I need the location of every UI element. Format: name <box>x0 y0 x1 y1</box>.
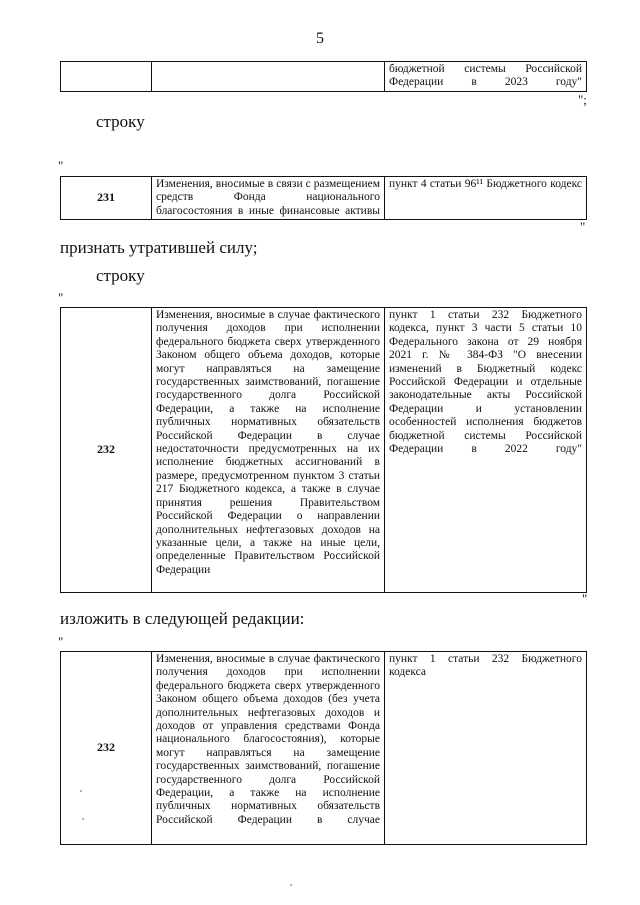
row-basis: пункт 1 статьи 232 Бюджетного кодекса <box>385 652 587 845</box>
instruction-text: изложить в следующей редакции: <box>60 609 305 628</box>
closing-quote: " <box>582 591 588 606</box>
row-number: 232 <box>61 652 152 845</box>
row-basis: пункт 4 статьи 96¹¹ Бюджетного кодекс <box>385 177 587 220</box>
closing-quote: " <box>580 219 586 234</box>
row-number: 232 <box>61 308 152 593</box>
scan-speck <box>80 790 82 792</box>
instruction-text: строку <box>96 112 145 131</box>
table-row <box>61 177 587 220</box>
instruction-text: строку <box>96 266 145 285</box>
opening-quote: " <box>58 634 64 649</box>
row-description: Изменения, вносимые в связи с размещением средств Фонда национального благосостояния в иные финансовые активы <box>152 177 385 220</box>
opening-quote: " <box>58 158 64 173</box>
table-cell-empty <box>61 62 152 92</box>
scan-speck <box>290 884 292 886</box>
table-cell-empty <box>152 62 385 92</box>
row-description: Изменения, вносимые в случае фактического получения доходов при исполнении федерального бюджета сверх утвержденного Законом общего объема доходов, которые могут направляться на замещение государственных заимствований, погашение государственного долга Российской Федерации, а также на исполнение публичных нормативных обязательств Российской Федерации в случае недостаточности предусмотренных на их исполнение бюджетных ассигнований в размере, предусмотренном пунктом 3 статьи 217 Бюджетного кодекса, а также в случае принятия решения Правительством Российской Федерации о направлении дополнительных нефтегазовых доходов на указанные цели, а также на иные цели, определенные Правительством Российской Федерации <box>152 308 385 593</box>
table-row <box>61 308 587 593</box>
table-231 <box>60 176 587 220</box>
row-basis: пункт 1 статьи 232 Бюджетного кодекса, пункт 3 части 5 статьи 10 Федерального закона от 29 ноября 2021 г. № 384-ФЗ "О внесении изменений в Бюджетный кодекс Российской Федерации и отдельные законодательные акты Российской Федерации и установлении особенностей исполнения бюджетов бюджетной системы Российской Федерации в 2022 году" <box>385 308 587 593</box>
row-description: Изменения, вносимые в случае фактического получения доходов при исполнении федерального бюджета сверх утвержденного Законом общего объема доходов (без учета дополнительных нефтегазовых доходов и доходов от управления средствами Фонда национального благосостояния), которые могут направляться на замещение государственных заимствований, погашение государственного долга Российской Федерации, а также на исполнение публичных нормативных обязательств Российской Федерации в случае <box>152 652 385 845</box>
table-row <box>61 62 587 92</box>
table-232-old <box>60 307 587 593</box>
row-number: 231 <box>61 177 152 220</box>
scan-speck <box>82 818 84 820</box>
closing-quote: "; <box>578 92 587 107</box>
instruction-text: признать утратившей силу; <box>60 238 258 257</box>
opening-quote: " <box>58 290 64 305</box>
table-232-new <box>60 651 587 845</box>
page-number: 5 <box>316 30 324 47</box>
table-row <box>61 652 587 845</box>
top-table <box>60 61 587 92</box>
table-cell-basis: бюджетной системы Российской Федерации в 2023 году" <box>385 62 587 92</box>
